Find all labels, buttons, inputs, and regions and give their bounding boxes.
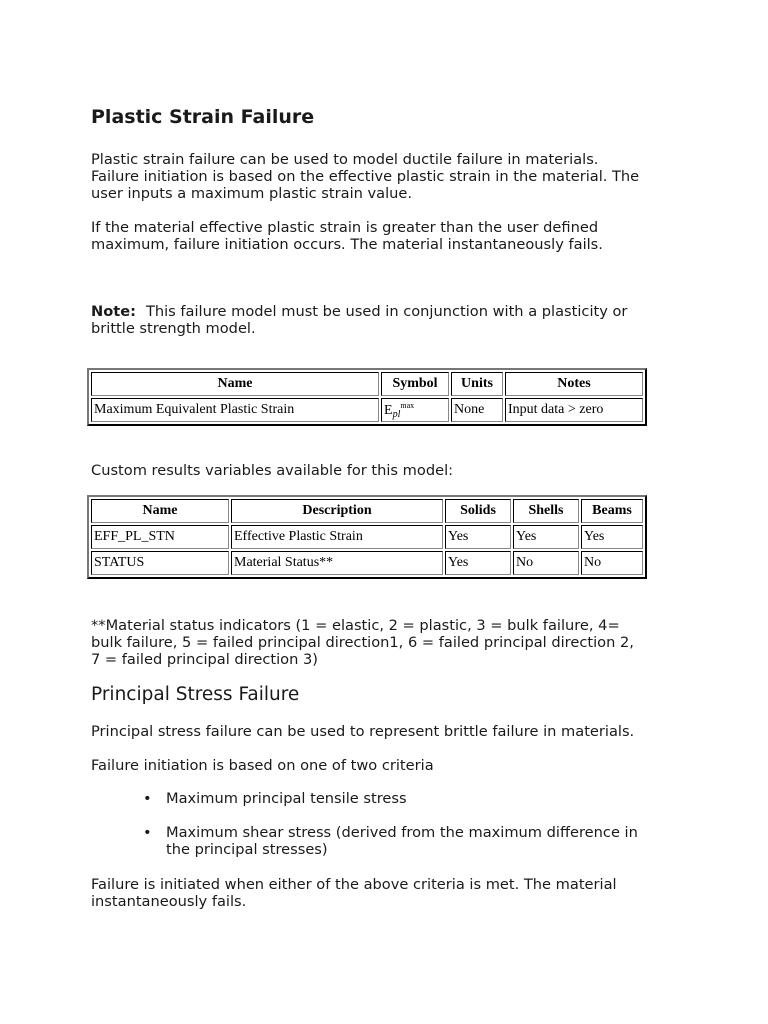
list-item: • Maximum principal tensile stress <box>143 790 407 807</box>
text-line: instantaneously fails. <box>91 893 247 910</box>
column-header: Description <box>231 499 443 523</box>
page-title: Plastic Strain Failure <box>91 106 315 128</box>
column-header: Beams <box>581 499 643 523</box>
column-header: Name <box>91 499 229 523</box>
text-line: If the material effective plastic strain is greater than the user defined <box>91 219 599 236</box>
table-cell: EFF_PL_STN <box>91 525 229 549</box>
section-heading: Principal Stress Failure <box>91 684 300 705</box>
table-header-row <box>91 499 643 523</box>
table-cell: Effective Plastic Strain <box>231 525 443 549</box>
text-line: brittle strength model. <box>91 320 256 337</box>
table-row <box>91 398 643 422</box>
note-label: Note: <box>91 303 136 320</box>
table-cell: Yes <box>445 551 511 575</box>
text-line: user inputs a maximum plastic strain value. <box>91 185 413 202</box>
column-header: Name <box>91 372 379 396</box>
table-header-row <box>91 372 643 396</box>
column-header: Shells <box>513 499 579 523</box>
text-line: Failure initiation is based on the effective plastic strain in the material. The <box>91 168 640 185</box>
column-header: Units <box>451 372 503 396</box>
table-cell: Input data > zero <box>505 398 643 422</box>
text-line: maximum, failure initiation occurs. The material instantaneously fails. <box>91 236 603 253</box>
text-line: Failure is initiated when either of the above criteria is met. The material <box>91 876 617 893</box>
column-header: Solids <box>445 499 511 523</box>
table-cell: No <box>581 551 643 575</box>
custom-results-table <box>87 495 647 579</box>
conclusion-paragraph <box>91 876 617 910</box>
bullet-icon: • <box>143 790 152 807</box>
initiation-paragraph <box>91 219 603 253</box>
intro-paragraph <box>91 151 639 202</box>
text-line: 7 = failed principal direction 3) <box>91 651 318 668</box>
text-line: This failure model must be used in conjunction with a plasticity or <box>145 303 628 320</box>
bullet-icon: • <box>143 824 152 841</box>
table-row <box>91 551 643 575</box>
table-cell: STATUS <box>91 551 229 575</box>
text-line: Plastic strain failure can be used to model ductile failure in materials. <box>91 151 599 168</box>
symbol-cell: $E_{pl}^{max}$ <box>381 398 449 422</box>
column-header: Symbol <box>381 372 449 396</box>
list-item: • Maximum shear stress (derived from the maximum difference in the principal stresses) <box>143 824 638 858</box>
note-paragraph <box>91 303 627 337</box>
table-cell: Yes <box>513 525 579 549</box>
table-row <box>91 525 643 549</box>
custom-results-intro: Custom results variables available for this model: <box>91 462 454 479</box>
table-cell: No <box>513 551 579 575</box>
column-header: Notes <box>505 372 643 396</box>
criteria-paragraph: Failure initiation is based on one of two criteria <box>91 757 434 774</box>
status-note-paragraph <box>91 617 634 668</box>
table-cell: Maximum Equivalent Plastic Strain <box>91 398 379 422</box>
table-cell: Material Status** <box>231 551 443 575</box>
criteria-list <box>143 790 638 875</box>
input-parameter-table <box>87 368 647 426</box>
principal-intro-paragraph: Principal stress failure can be used to represent brittle failure in materials. <box>91 723 635 740</box>
table-cell: Yes <box>445 525 511 549</box>
table-cell: Yes <box>581 525 643 549</box>
table-cell: None <box>451 398 503 422</box>
text-line: bulk failure, 5 = failed principal direction1, 6 = failed principal direction 2, <box>91 634 634 651</box>
text-line: **Material status indicators (1 = elastic, 2 = plastic, 3 = bulk failure, 4= <box>91 617 620 634</box>
